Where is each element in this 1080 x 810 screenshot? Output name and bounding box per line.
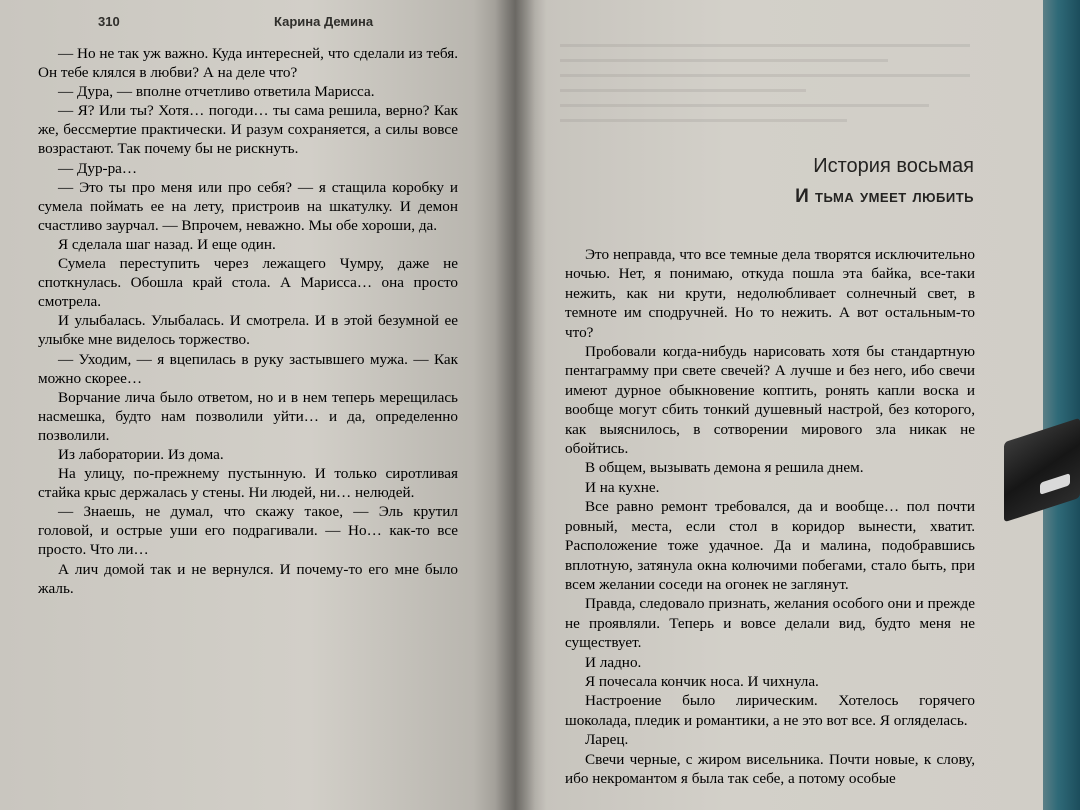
paragraph: Свечи черные, с жиром висельника. Почти новые, к слову, ибо некромантом я была так себе, а потому особые [565, 750, 975, 787]
paragraph: — Это ты про меня или про себя? — я стащила коробку и сумела поймать ее на лету, пристроив на шкатулку. И демон счастливо заурчал. — Впрочем, неважно. Мы обе хороши, да. [38, 178, 458, 234]
paragraph: И улыбалась. Улыбалась. И смотрела. И в этой безумной ее улыбке мне виделось торжество. [38, 312, 458, 349]
chapter-title: И тьма умеет любить [795, 186, 974, 207]
paragraph: И на кухне. [585, 478, 660, 496]
paragraph: — Знаешь, не думал, что скажу такое, — Эль крутил головой, и острые уши его подрагивали. — Но… как-то все просто. Что ли… [38, 503, 458, 559]
chapter-label: История восьмая [813, 155, 974, 177]
faded-text-area [560, 44, 970, 149]
paragraph: Все равно ремонт требовался, да и вообще… пол почти ровный, места, если стол в коридор вынести, хватит. Расположение тоже удачное. Да и малина, подобравшись вплотную, затянула окна колючими побегами, стало быть, при всем желании соседи на огонек не заглянут. [565, 498, 975, 593]
paragraph: Настроение было лирическим. Хотелось горячего шоколада, пледик и романтики, а не это вот все. Я огляделась. [565, 692, 975, 729]
paragraph: Это неправда, что все темные дела творятся исключительно ночью. Нет, я понимаю, откуда пошла эта байка, все-таки нежить, как ни крути, недолюбливает солнечный свет, в темноте им сподручней. Но то нежить. А вот остальным-то что? [565, 246, 975, 341]
paragraph: На улицу, по-прежнему пустынную. И только сиротливая стайка крыс держалась у стены. Ни людей, ни… нелюдей. [38, 465, 458, 502]
paragraph: — Дур-ра… [58, 159, 138, 177]
paragraph: Из лаборатории. Из дома. [58, 445, 224, 463]
paragraph: — Уходим, — я вцепилась в руку застывшего мужа. — Как можно скорее… [38, 350, 458, 387]
paragraph: Я сделала шаг назад. И еще один. [58, 235, 276, 253]
paragraph: А лич домой так и не вернулся. И почему-то его мне было жаль. [38, 560, 458, 597]
paragraph: — Но не так уж важно. Куда интересней, что сделали из тебя. Он тебе клялся в любви? А на деле что? [38, 45, 458, 82]
paragraph: В общем, вызывать демона я решила днем. [585, 459, 864, 477]
left-running-head: Карина Демина [274, 14, 374, 29]
left-page-text [38, 44, 458, 598]
paragraph: Ларец. [585, 731, 629, 749]
paragraph: Пробовали когда-нибудь нарисовать хотя бы стандартную пентаграмму при свете свечей? А лучше и без него, ибо свечи имеют дурное обыкновение коптить, ронять капли воска и вообще могут сбить тонкий душевный настрой, без которого, как выяснилось, в сотворении мирового зла никак не обойтись. [565, 343, 975, 458]
paragraph: — Дура, — вполне отчетливо ответила Марисса. [58, 83, 375, 101]
paragraph: И ладно. [585, 653, 642, 671]
paragraph: Сумела переступить через лежащего Чумру, даже не споткнулась. Обошла край стола. А Марисса… она просто смотрела. [38, 255, 458, 311]
paragraph: Я почесала кончик носа. И чихнула. [585, 672, 819, 690]
gutter-shadow [495, 0, 535, 810]
paragraph: Правда, следовало признать, желания особого они и прежде не проявляли. Теперь и вовсе делали вид, будто меня не существует. [565, 595, 975, 652]
left-page-number: 310 [98, 14, 120, 29]
right-page-text [565, 245, 975, 788]
book-cover-edge [1043, 0, 1080, 810]
paragraph: Ворчание лича было ответом, но и в нем теперь мерещилась насмешка, будто нам позволили уйти… и да, определенно позволили. [38, 388, 458, 444]
paragraph: — Я? Или ты? Хотя… погоди… ты сама решила, верно? Как же, бессмертие практически. И разум сохраняется, а силы вовсе возрастают. Так почему бы не рискнуть. [38, 102, 458, 158]
